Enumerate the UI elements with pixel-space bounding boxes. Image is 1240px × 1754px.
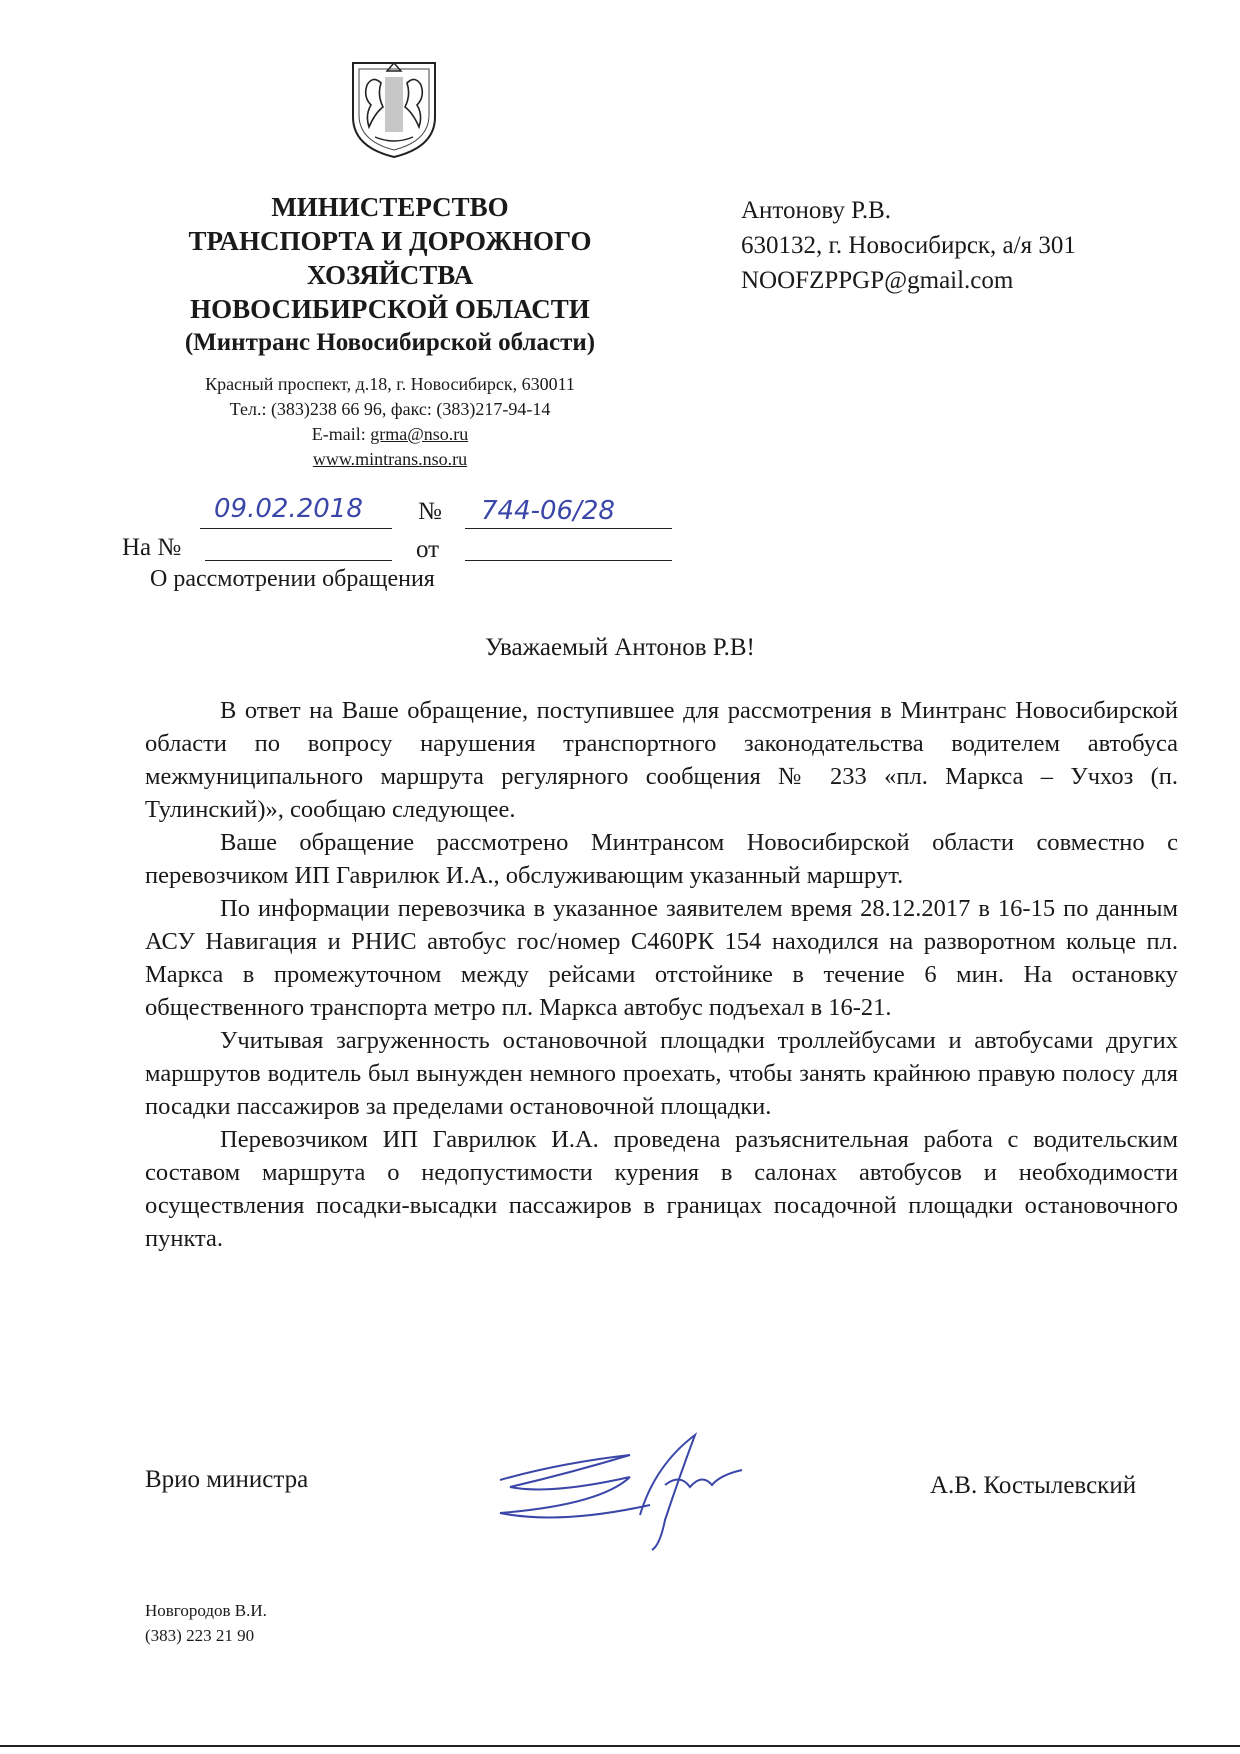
- number-label: №: [418, 498, 442, 525]
- recipient-address: 630132, г. Новосибирск, а/я 301: [741, 232, 1076, 259]
- letter-body: [145, 694, 1178, 1255]
- coat-of-arms-emblem: [345, 55, 443, 160]
- reference-number-line: [205, 532, 392, 561]
- body-paragraph: Перевозчиком ИП Гаврилюк И.А. проведена разъяснительная работа с водительским составом маршрута о недопустимости курения в салонах автобусов и необходимости осуществления посадки-высадки пассажиров в границах посадочной площадки остановочного пункта.: [145, 1126, 1178, 1252]
- letter-subject: О рассмотрении обращения: [150, 566, 435, 592]
- handwritten-signature: [480, 1425, 760, 1555]
- body-paragraph: Ваше обращение рассмотрено Минтрансом Новосибирской области совместно с перевозчиком ИП Гаврилюк И.А., обслуживающим указанный маршрут.: [145, 829, 1178, 889]
- outgoing-number-handwritten: 744-06/28: [481, 496, 615, 526]
- ministry-name-line: НОВОСИБИРСКОЙ ОБЛАСТИ: [190, 294, 590, 324]
- body-paragraph: По информации перевозчика в указанное заявителем время 28.12.2017 в 16-15 по данным АСУ Навигация и РНИС автобус гос/номер С460РК 154 находился на разворотном кольце пл. Маркса в промежуточном между рейсами отстойнике в течение 6 мин. На остановку общественного транспорта метро пл. Маркса автобус подъехал в 16-21.: [145, 895, 1178, 1021]
- ministry-name-line: МИНИСТЕРСТВО: [271, 192, 509, 222]
- ministry-name-line: ХОЗЯЙСТВА: [306, 260, 474, 290]
- reference-number-label: На №: [122, 534, 182, 561]
- ministry-website-link[interactable]: www.mintrans.nso.ru: [312, 449, 468, 469]
- recipient-block: [741, 193, 1076, 298]
- signatory-position: Врио министра: [145, 1466, 309, 1493]
- outgoing-date-handwritten: 09.02.2018: [214, 494, 363, 524]
- ministry-name-line: ТРАНСПОРТА И ДОРОЖНОГО: [188, 226, 592, 256]
- salutation: Уважаемый Антонов Р.В!: [485, 634, 755, 661]
- ministry-name: [135, 190, 645, 326]
- ministry-short-name: (Минтранс Новосибирской области): [184, 329, 596, 356]
- reference-from-label: от: [416, 536, 440, 563]
- recipient-email: NOOFZPPGP@gmail.com: [741, 267, 1014, 294]
- body-paragraph: Учитывая загруженность остановочной площадки троллейбусами и автобусами других маршрутов водитель был вынужден немного проехать, чтобы занять крайнюю правую полосу для посадки пассажиров за пределами остановочной площадки.: [145, 1027, 1178, 1120]
- ministry-email-link[interactable]: grma@nso.ru: [370, 424, 469, 444]
- executor-phone: (383) 223 21 90: [145, 1626, 255, 1645]
- ministry-contacts: [135, 372, 645, 472]
- ministry-name-block: [135, 190, 645, 360]
- ministry-email-line: [135, 422, 645, 447]
- outgoing-date-line: [200, 494, 392, 529]
- executor-name: Новгородов В.И.: [145, 1601, 267, 1620]
- ministry-address: Красный проспект, д.18, г. Новосибирск, 630011: [205, 374, 575, 394]
- executor-block: [145, 1598, 267, 1648]
- page-bottom-edge: [0, 1745, 1240, 1747]
- outgoing-number-line: [465, 498, 672, 529]
- ministry-phone: Тел.: (383)238 66 96, факс: (383)217-94-14: [229, 399, 551, 419]
- email-label: E-mail:: [311, 424, 371, 444]
- signatory-name: А.В. Костылевский: [930, 1472, 1137, 1499]
- reference-date-line: [465, 532, 672, 561]
- recipient-name: Антонову Р.В.: [741, 197, 892, 224]
- body-paragraph: В ответ на Ваше обращение, поступившее для рассмотрения в Минтранс Новосибирской области по вопросу нарушения транспортного законодательства водителем автобуса межмуниципального маршрута регулярного сообщения № 233 «пл. Маркса – Учхоз (п. Тулинский)», сообщаю следующее.: [145, 697, 1178, 823]
